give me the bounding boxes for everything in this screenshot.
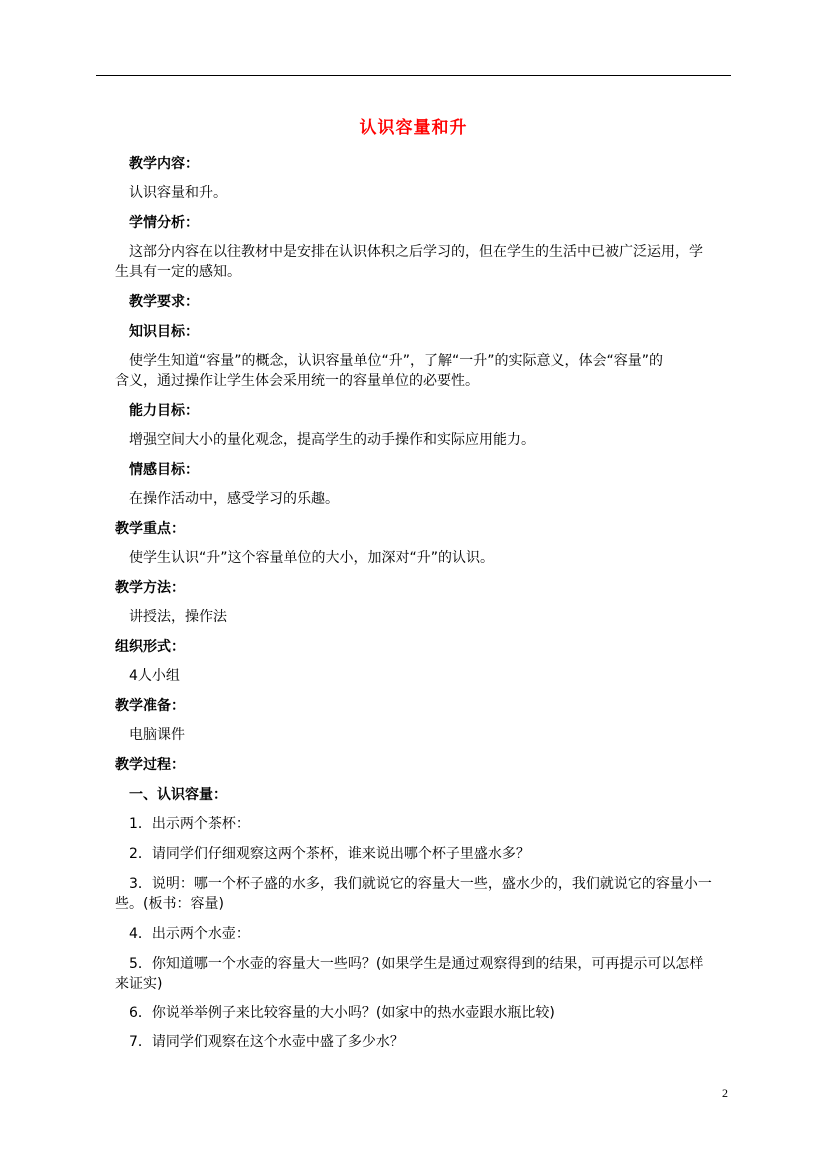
- heading-key-point: 教学重点：: [115, 521, 185, 537]
- heading-method: 教学方法：: [115, 580, 185, 596]
- list-item: 4．出示两个水壶：: [129, 926, 250, 942]
- list-item-continued: 来证实): [115, 976, 163, 992]
- list-item: 3．说明：哪一个杯子盛的水多，我们就说它的容量大一些，盛水少的，我们就说它的容量小一: [129, 876, 712, 892]
- heading-process: 教学过程：: [115, 757, 185, 773]
- paragraph: 在操作活动中，感受学习的乐趣。: [129, 491, 339, 507]
- list-item: 7．请同学们观察在这个水壶中盛了多少水？: [129, 1034, 404, 1050]
- paragraph-line: 这部分内容在以往教材中是安排在认识体积之后学习的，但在学生的生活中已被广泛运用，学: [129, 244, 703, 260]
- page-title: 认识容量和升: [359, 118, 468, 138]
- list-item: 5．你知道哪一个水壶的容量大一些吗？(如果学生是通过观察得到的结果，可再提示可以怎样: [129, 956, 704, 972]
- heading-ability-goal: 能力目标：: [129, 403, 199, 419]
- paragraph: 讲授法，操作法: [129, 609, 227, 625]
- heading-analysis: 学情分析：: [129, 215, 199, 231]
- heading-preparation: 教学准备：: [115, 698, 185, 714]
- list-item: 2．请同学们仔细观察这两个茶杯，谁来说出哪个杯子里盛水多？: [129, 846, 530, 862]
- heading-section-one: 一、认识容量：: [129, 787, 227, 803]
- paragraph: 电脑课件: [129, 727, 185, 743]
- paragraph: 认识容量和升。: [129, 185, 227, 201]
- heading-requirements: 教学要求：: [129, 294, 199, 310]
- paragraph: 4人小组: [129, 668, 180, 684]
- paragraph-line: 使学生知道“容量”的概念，认识容量单位“升”，了解“一升”的实际意义，体会“容量”的: [129, 353, 664, 369]
- list-item: 6．你说举举例子来比较容量的大小吗？(如家中的热水壶跟水瓶比较): [129, 1005, 555, 1021]
- paragraph: 使学生认识“升”这个容量单位的大小，加深对“升”的认识。: [129, 550, 495, 566]
- list-item: 1．出示两个茶杯：: [129, 816, 250, 832]
- heading-organization: 组织形式：: [115, 639, 185, 655]
- list-item-continued: 些。(板书：容量): [115, 896, 224, 912]
- page-number: 2: [722, 1086, 728, 1100]
- header-rule: [96, 75, 731, 76]
- paragraph: 增强空间大小的量化观念，提高学生的动手操作和实际应用能力。: [129, 432, 535, 448]
- paragraph-line: 含义，通过操作让学生体会采用统一的容量单位的必要性。: [115, 373, 479, 389]
- paragraph-line: 生具有一定的感知。: [115, 264, 241, 280]
- heading-knowledge-goal: 知识目标：: [129, 324, 199, 340]
- heading-emotion-goal: 情感目标：: [129, 462, 199, 478]
- heading-content: 教学内容：: [129, 156, 199, 172]
